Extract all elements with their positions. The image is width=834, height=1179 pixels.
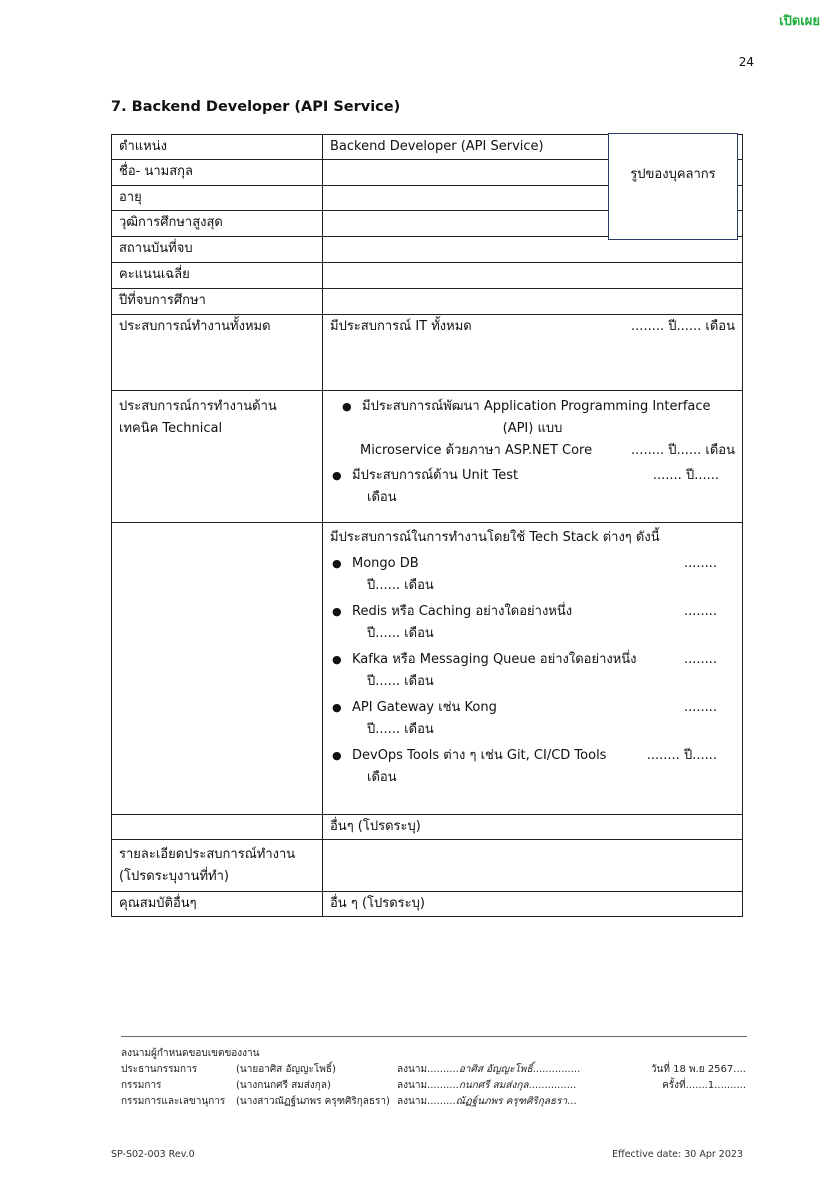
unit-test-item: ● มีประสบการณ์ด้าน Unit Test ....... ปี...... เดือน	[330, 465, 735, 509]
api-exp-line2: (API) แบบ	[502, 421, 563, 436]
institution-label: สถานบันที่จบ	[112, 237, 323, 263]
work-detail-label-line2: (โปรดระบุงานที่ทำ)	[119, 869, 229, 884]
grad-year-field[interactable]	[323, 289, 743, 315]
total-exp-text: มีประสบการณ์ IT ทั้งหมด	[330, 319, 472, 334]
tech-stack-item: ● API Gateway เช่น Kong ........ ปี...... เดือน	[330, 697, 735, 741]
section-title: 7. Backend Developer (API Service)	[111, 99, 401, 115]
signature-heading: ลงนามผู้กำหนดขอบเขตของงาน	[121, 1048, 260, 1059]
grad-year-label: ปีที่จบการศึกษา	[112, 289, 323, 315]
signer-signature: ลงนาม.........ณัฏฐ์นภพร ครุฑศิริกุลธรา...	[397, 1096, 577, 1107]
total-exp-field[interactable]	[323, 315, 743, 391]
signer-role: ประธานกรรมการ	[121, 1064, 198, 1075]
signer-name: (นางกนกศรี สมส่งกุล)	[236, 1080, 331, 1091]
tech-stack-item: ● Redis หรือ Caching อย่างใดอย่างหนึ่ง ........ ปี...... เดือน	[330, 601, 735, 645]
position-value: Backend Developer (API Service)	[323, 135, 743, 160]
api-exp-item: ● มีประสบการณ์พัฒนา Application Programming Interface	[340, 396, 735, 418]
other-qual-field[interactable]: อื่น ๆ (โปรดระบุ)	[323, 892, 743, 917]
photo-label: รูปของบุคลากร	[630, 167, 716, 182]
tech-exp-label-line2: เทคนิค Technical	[119, 421, 223, 436]
classification-label: เปิดเผย	[779, 14, 820, 29]
signer-name: (นางสาวณัฏฐ์นภพร ครุฑศิริกุลธรา)	[236, 1096, 390, 1107]
tech-stack-intro: มีประสบการณ์ในการทำงานโดยใช้ Tech Stack ต่างๆ ดังนี้	[330, 530, 660, 545]
name-label: ชื่อ- นามสกุล	[112, 160, 323, 186]
tech-stack-item: ● Kafka หรือ Messaging Queue อย่างใดอย่างหนึ่ง ........ ปี...... เดือน	[330, 649, 735, 693]
footer-doc-code: SP-S02-003 Rev.0	[111, 1149, 195, 1160]
signer-meta: วันที่ 18 พ.ย 2567....	[650, 1064, 746, 1075]
education-label: วุฒิการศึกษาสูงสุด	[112, 211, 323, 237]
tech-stack-item: ● DevOps Tools ต่าง ๆ เช่น Git, CI/CD Tools ........ ปี...... เดือน	[330, 745, 735, 789]
signer-signature: ลงนาม..........อาศิส อัญญะโพธิ์...............	[397, 1064, 581, 1075]
work-detail-field[interactable]	[323, 840, 743, 892]
age-label: อายุ	[112, 186, 323, 211]
signer-name: (นายอาศิส อัญญะโพธิ์)	[236, 1064, 336, 1075]
tech-exp-label-line1: ประสบการณ์การทำงานด้าน	[119, 399, 277, 414]
institution-field[interactable]	[323, 237, 743, 263]
tech-exp-field[interactable]	[323, 391, 743, 523]
signature-divider	[121, 1036, 747, 1037]
tech-stack-list	[330, 553, 735, 789]
total-exp-label: ประสบการณ์ทำงานทั้งหมด	[112, 315, 323, 391]
signer-role: กรรมการและเลขานุการ	[121, 1096, 226, 1107]
page-number: 24	[738, 55, 754, 69]
work-detail-label-line1: รายละเอียดประสบการณ์ทำงาน	[119, 847, 296, 862]
footer-effective-date: Effective date: 30 Apr 2023	[612, 1149, 743, 1160]
photo-placeholder	[608, 133, 738, 240]
tech-stack-field[interactable]	[323, 523, 743, 815]
other-qual-label: คุณสมบัติอื่นๆ	[112, 892, 323, 917]
other-tech-label-cell	[112, 815, 323, 840]
gpa-label: คะแนนเฉลี่ย	[112, 263, 323, 289]
other-tech-field[interactable]: อื่นๆ (โปรดระบุ)	[323, 815, 743, 840]
total-exp-unit: ........ ปี...... เดือน	[631, 319, 735, 334]
signer-meta: ครั้งที่.......1..........	[662, 1080, 746, 1091]
signer-role: กรรมการ	[121, 1080, 162, 1091]
personnel-form-table	[111, 134, 743, 917]
tech-stack-label-cell	[112, 523, 323, 815]
signature-block	[121, 1046, 751, 1126]
gpa-field[interactable]	[323, 263, 743, 289]
position-label: ตำแหน่ง	[112, 135, 323, 160]
api-exp-line3: Microservice ด้วยภาษา ASP.NET Core ........ ปี...... เดือน	[360, 443, 735, 458]
tech-stack-item: ● Mongo DB ........ ปี...... เดือน	[330, 553, 735, 597]
signer-signature: ลงนาม..........กนกศรี สมส่งกุล...............	[397, 1080, 577, 1091]
